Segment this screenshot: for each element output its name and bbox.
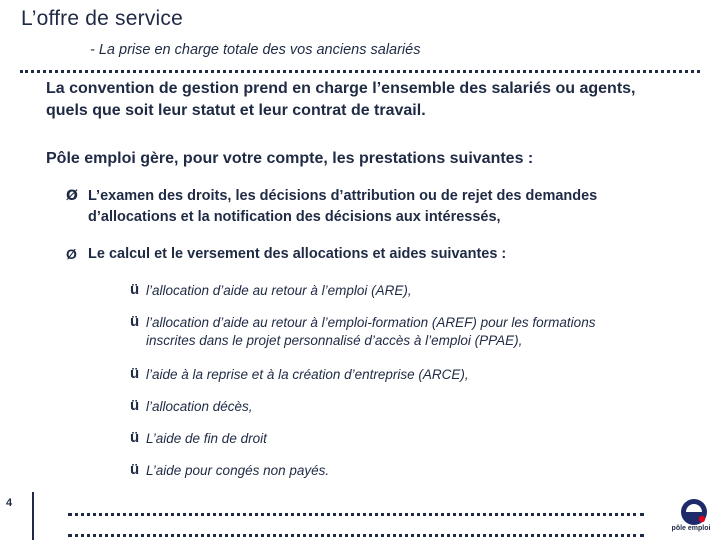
header-divider bbox=[20, 70, 700, 73]
page-title: L’offre de service bbox=[21, 7, 183, 30]
check-item-aref bbox=[130, 314, 706, 350]
footer-divider-bottom bbox=[68, 534, 644, 537]
pole-emploi-logo-icon bbox=[666, 498, 716, 526]
intro-line-1: La convention de gestion prend en charge l’ensemble des salariés ou agents, bbox=[46, 80, 636, 97]
page-number: 4 bbox=[6, 497, 13, 509]
check-item-deces bbox=[130, 398, 706, 416]
check-item-conges bbox=[130, 462, 706, 480]
check-mark-icon: ü bbox=[130, 281, 140, 298]
check-mark-icon: ü bbox=[130, 429, 140, 446]
arrow-bullet-icon: Ø bbox=[66, 246, 77, 262]
intro-paragraph bbox=[46, 78, 636, 122]
check-mark-icon: ü bbox=[130, 365, 140, 382]
bullet-line: L’examen des droits, les décisions d’attribution ou de rejet des demandes bbox=[88, 188, 598, 204]
check-item-text: l’aide à la reprise et à la création d’entreprise (ARCE), bbox=[146, 367, 469, 382]
check-item-fin-de-droit bbox=[130, 430, 706, 448]
check-item-text: l’allocation d’aide au retour à l’emploi (ARE), bbox=[146, 283, 412, 298]
check-item-text: inscrites dans le projet personnalisé d’accès à l’emploi (PPAE), bbox=[146, 333, 523, 348]
check-mark-icon: ü bbox=[130, 313, 140, 330]
check-item-are bbox=[130, 282, 706, 300]
bullet-examen bbox=[66, 186, 698, 228]
check-item-arce bbox=[130, 366, 706, 384]
check-item-text: l’allocation décès, bbox=[146, 399, 253, 414]
intro-line-2: quels que soit leur statut et leur contrat de travail. bbox=[46, 102, 426, 119]
arrow-bullet-icon: Ø bbox=[66, 188, 78, 204]
logo-text: pôle emploi bbox=[671, 525, 711, 532]
pole-emploi-logo bbox=[666, 498, 716, 538]
page-subtitle: - La prise en charge totale des vos anciens salariés bbox=[90, 42, 421, 58]
bullet-calcul bbox=[66, 244, 698, 265]
check-mark-icon: ü bbox=[130, 461, 140, 478]
bullet-line: Le calcul et le versement des allocations et aides suivantes : bbox=[88, 246, 507, 262]
bullet-line: d’allocations et la notification des décisions aux intéressés, bbox=[88, 209, 501, 225]
check-mark-icon: ü bbox=[130, 397, 140, 414]
services-paragraph: Pôle emploi gère, pour votre compte, les prestations suivantes : bbox=[46, 150, 534, 167]
page-number-box bbox=[2, 492, 34, 540]
footer-divider-top bbox=[68, 513, 644, 516]
check-item-text: L’aide pour congés non payés. bbox=[146, 463, 330, 478]
check-item-text: l’allocation d’aide au retour à l’emploi-formation (AREF) pour les formations bbox=[146, 315, 596, 330]
check-item-text: L’aide de fin de droit bbox=[146, 431, 267, 446]
